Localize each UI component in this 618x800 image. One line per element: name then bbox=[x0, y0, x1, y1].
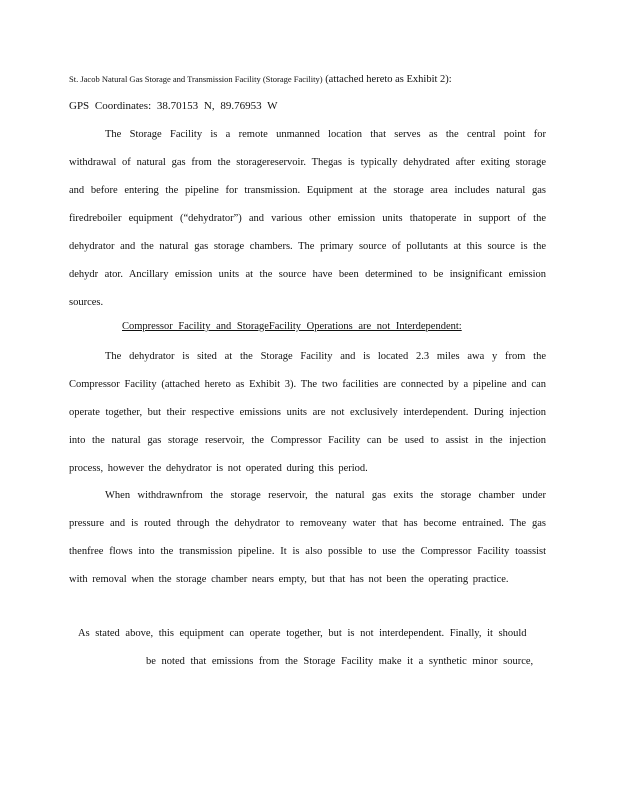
paragraph-withdrawal: When withdrawnfrom the storage reservoir, the natural gas exits the storage chamber under pressure and is routed through the dehydrator to removeany water that has become entrained. The gas thenfree flows into the transmission pipeline. It is also possible to use the Compressor Facility toassist with removal when the storage chamber nears empty, but that has not been the operating practice. bbox=[69, 490, 546, 585]
gps-coordinates: GPS Coordinates: 38.70153 N, 89.76953 W bbox=[69, 100, 278, 112]
section-subheading: Compressor Facility and StorageFacility Operations are not Interdependent: bbox=[122, 321, 462, 332]
exhibit-reference: (attached hereto as Exhibit 2): bbox=[325, 74, 452, 85]
paragraph-storage-facility: The Storage Facility is a remote unmanned location that serves as the central point for withdrawal of natural gas from the storagereservoir. Thegas is typically dehydrated after exiting storage and before entering the pipeline for transmission. Equipment at the storage area includes natural gas firedreboiler equipment (“dehydrator”) and various other emission units thatoperate in support of the dehydrator and the natural gas storage chambers. The primary source of pollutants at this source is the dehydr ator. Ancillary emission units at the source have been determined to be insignificant emission sources. bbox=[69, 129, 546, 308]
facility-heading bbox=[69, 73, 549, 86]
paragraph-summary: As stated above, this equipment can operate together, but is not interdependent. Finally, it should bbox=[78, 628, 527, 639]
paragraph-dehydrator-siting: The dehydrator is sited at the Storage Facility and is located 2.3 miles awa y from the Compressor Facility (attached hereto as Exhibit 3). The two facilities are connected by a pipeline and can operate together, but their respective emissions units are not exclusively interdependent. During injection into the natural gas storage reservoir, the Compressor Facility can be used to assist in the injection process, however the dehydrator is not operated during this period. bbox=[69, 351, 546, 474]
facility-name: St. Jacob Natural Gas Storage and Transmission Facility (Storage Facility) bbox=[69, 74, 323, 84]
paragraph-synthetic-minor: be noted that emissions from the Storage Facility make it a synthetic minor source, bbox=[146, 656, 534, 667]
